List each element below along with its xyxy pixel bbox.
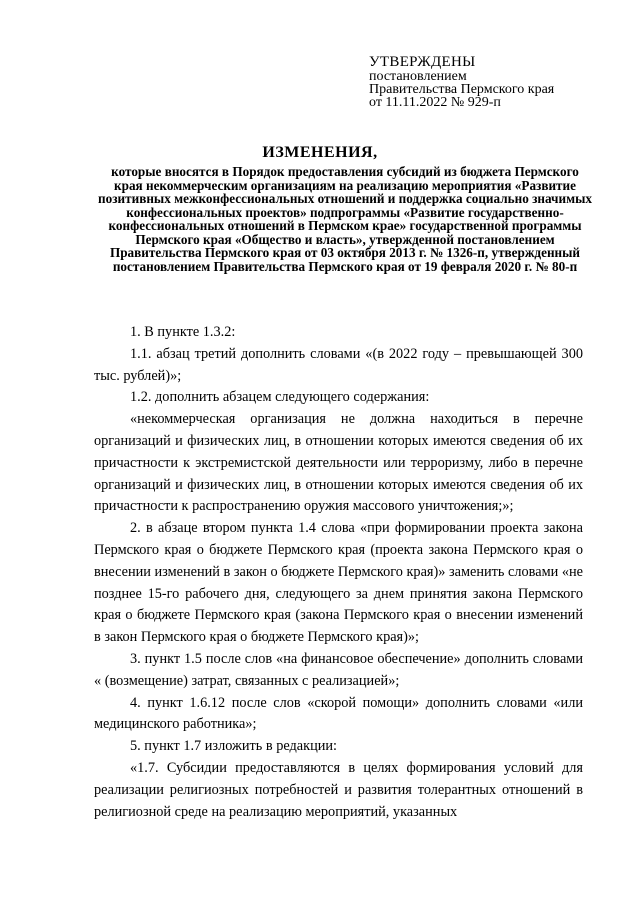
paragraph-2: 1.1. абзац третий дополнить словами «(в 2022 году – превышающей 300 тыс. рублей)»; [94, 345, 583, 384]
document-body [94, 322, 583, 823]
paragraph-1: 1. В пункте 1.3.2: [130, 324, 236, 340]
approval-line-1: постановлением [369, 69, 467, 84]
paragraph-8: 5. пункт 1.7 изложить в редакции: [130, 738, 337, 755]
paragraph-9: «1.7. Субсидии предоставляются в целях формирования условий для реализации религиозных потребностей и развития толерантных отношений в религиозной среде на реализацию мероприятий, указанных [94, 759, 583, 820]
paragraph-6: 3. пункт 1.5 после слов «на финансовое обеспечение» дополнить словами « (возмещение) затрат, связанных с реализацией»; [94, 650, 583, 689]
approval-title: УТВЕРЖДЕНЫ [369, 54, 476, 70]
approval-line-3: от 11.11.2022 № 929-п [369, 95, 501, 110]
paragraph-4: «некоммерческая организация не должна находиться в перечне организаций и физических лиц, в отношении которых имеются сведения об их причастности к экстремистской деятельности или терроризму, либо в перечне организаций и физических лиц, в отношении которых имеются сведения об их причастности к распространению оружия массового уничтожения;»; [94, 411, 583, 515]
document-title: ИЗМЕНЕНИЯ, [262, 144, 378, 161]
document-subtitle: которые вносятся в Порядок предоставления субсидий из бюджета Пермского края некоммерческим организациям на реализацию мероприятия «Развитие позитивных межконфессиональных отношений и поддержка социально значимых конфессиональных проектов» подпрограммы «Развитие государственно-конфессиональных отношений в Пермском крае» государственной программы Пермского края «Общество и власть», утвержденной постановлением Правительства Пермского края от 03 октября 2013 г. № 1326-п, утвержденный постановлением Правительства Пермского края от 19 февраля 2020 г. № 80-п [98, 164, 592, 274]
paragraph-7: 4. пункт 1.6.12 после слов «скорой помощи» дополнить словами «или медицинского работника»; [94, 694, 583, 733]
paragraph-5: 2. в абзаце втором пункта 1.4 слова «при формировании проекта закона Пермского края о бюджете Пермского края (проекта закона Пермского края о внесении изменений в закон о бюджете Пермского края)» заменить словами «не позднее 15-го рабочего дня, следующего за днем принятия закона Пермского края о бюджете Пермского края (закона Пермского края о внесении изменений в закон Пермского края о бюджете Пермского края)»; [94, 520, 583, 646]
approval-stamp [369, 54, 554, 109]
approval-line-2: Правительства Пермского края [369, 82, 555, 97]
paragraph-3: 1.2. дополнить абзацем следующего содержания: [130, 389, 430, 406]
